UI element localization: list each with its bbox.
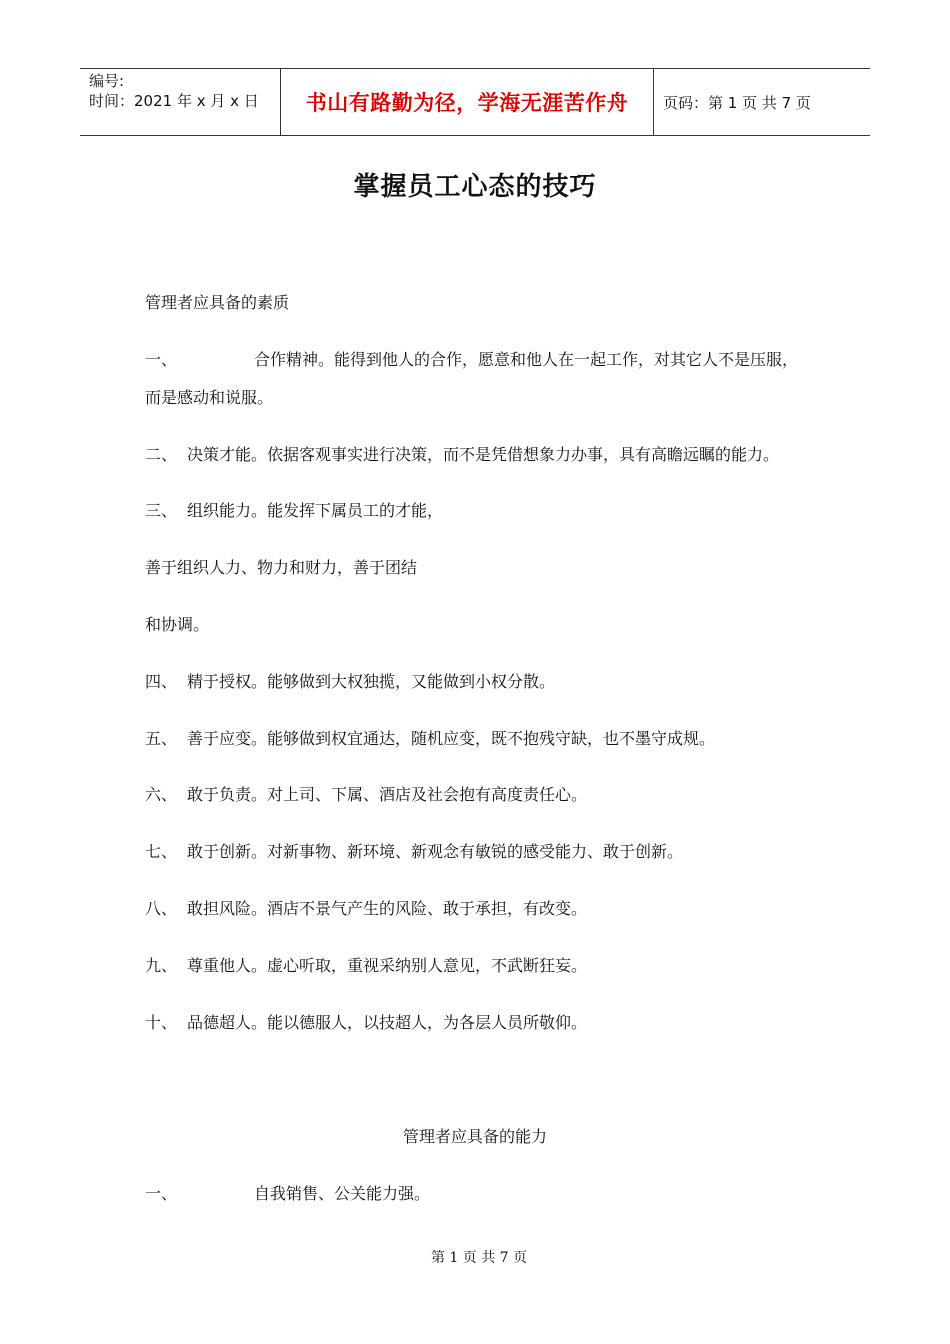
header-motto-cell xyxy=(281,69,654,135)
item-text: 善于应变。能够做到权宜通达，随机应变，既不抱残守缺，也不墨守成规。 xyxy=(187,729,716,748)
item-number: 一、 xyxy=(145,1184,178,1203)
item-text: 而是感动和说服。 xyxy=(145,388,274,407)
motto: 书山有路勤为径，学海无涯苦作舟 xyxy=(305,91,629,115)
page-label: 页码：第 1 页 共 7 页 xyxy=(663,93,811,112)
page-footer: 第 1 页 共 7 页 xyxy=(430,1250,528,1266)
header-page-cell xyxy=(654,69,870,135)
item-text: 敢于创新。对新事物、新环境、新观念有敏锐的感受能力、敢于创新。 xyxy=(187,842,684,861)
item-text: 自我销售、公关能力强。 xyxy=(254,1184,431,1203)
item-number: 七、 xyxy=(145,842,178,861)
code-label: 编号: xyxy=(89,72,125,90)
item-number: 五、 xyxy=(145,729,178,748)
list-item xyxy=(145,1010,587,1033)
list-item xyxy=(145,782,587,805)
list-item-continuation xyxy=(145,385,273,408)
list-item-continuation xyxy=(145,555,417,578)
list-item xyxy=(145,347,798,370)
list-item xyxy=(145,953,587,976)
list-item xyxy=(145,498,443,521)
item-text: 敢于负责。对上司、下属、酒店及社会抱有高度责任心。 xyxy=(187,785,588,804)
item-text: 合作精神。能得到他人的合作，愿意和他人在一起工作，对其它人不是压服， xyxy=(254,350,799,369)
item-text: 精于授权。能够做到大权独揽，又能做到小权分散。 xyxy=(187,672,556,691)
item-number: 六、 xyxy=(145,785,178,804)
item-number: 四、 xyxy=(145,672,178,691)
time-label: 时间：2021 年 x 月 x 日 xyxy=(89,92,259,110)
item-number: 一、 xyxy=(145,350,178,369)
header-left-cell xyxy=(80,69,281,135)
item-text: 组织能力。能发挥下属员工的才能， xyxy=(187,501,444,520)
section-heading-centered: 管理者应具备的能力 xyxy=(402,1127,547,1146)
item-text: 敢担风险。酒店不景气产生的风险、敢于承担，有改变。 xyxy=(187,899,588,918)
section-heading: 管理者应具备的素质 xyxy=(145,293,290,312)
header-table xyxy=(80,68,870,136)
item-text: 品德超人。能以德服人，以技超人，为各层人员所敬仰。 xyxy=(187,1013,588,1032)
item-number: 九、 xyxy=(145,956,178,975)
list-item xyxy=(145,669,555,692)
item-text: 善于组织人力、物力和财力，善于团结 xyxy=(145,558,418,577)
document-title: 掌握员工心态的技巧 xyxy=(353,172,597,202)
list-item xyxy=(145,839,683,862)
list-item xyxy=(145,442,779,465)
list-item xyxy=(145,1181,430,1204)
item-text: 尊重他人。虚心听取，重视采纳别人意见，不武断狂妄。 xyxy=(187,956,588,975)
item-number: 二、 xyxy=(145,445,178,464)
item-text: 和协调。 xyxy=(145,615,210,634)
item-number: 三、 xyxy=(145,501,178,520)
item-number: 十、 xyxy=(145,1013,178,1032)
list-item-continuation xyxy=(145,612,209,635)
list-item xyxy=(145,896,587,919)
item-text: 决策才能。依据客观事实进行决策，而不是凭借想象力办事，具有高瞻远瞩的能力。 xyxy=(187,445,780,464)
item-number: 八、 xyxy=(145,899,178,918)
list-item xyxy=(145,726,715,749)
